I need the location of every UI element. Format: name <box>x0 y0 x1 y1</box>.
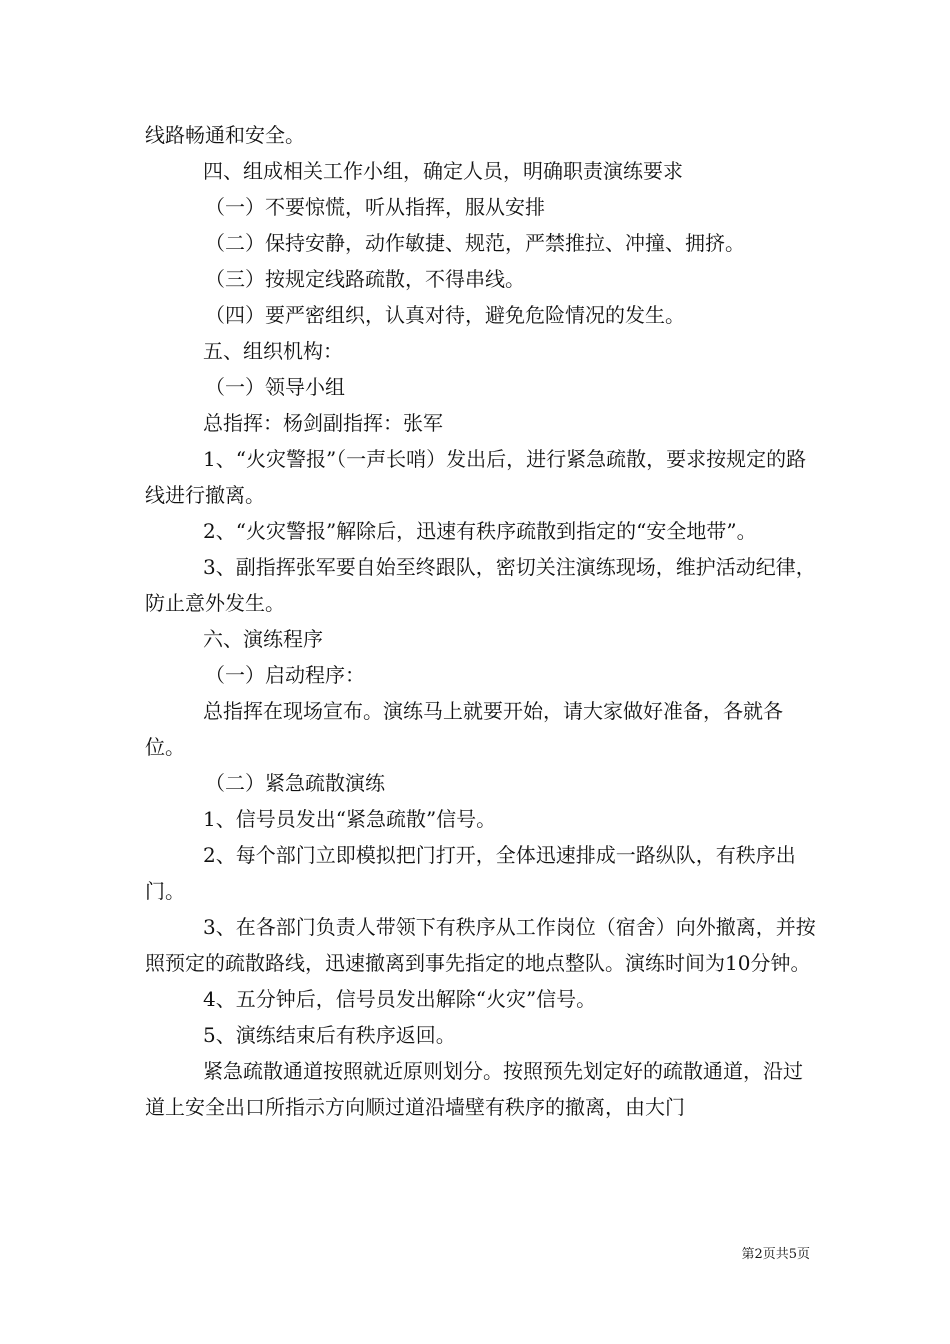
section-heading-5: 五、组织机构： <box>203 339 343 363</box>
evacuation-step-1: 1、信号员发出“紧急疏散”信号。 <box>203 807 497 831</box>
document-body <box>145 117 817 1125</box>
evacuation-step-2: 2、每个部门立即模拟把门打开，全体迅速排成一路纵队，有秩序出门。 <box>145 843 796 903</box>
duty-item-2: 2、“火灾警报”解除后，迅速有秩序疏散到指定的“安全地带”。 <box>203 519 757 543</box>
requirement-item-3: （三）按规定线路疏散，不得串线。 <box>205 267 525 291</box>
duty-item-3: 3、副指挥张军要自始至终跟队，密切关注演练现场，维护活动纪律，防止意外发生。 <box>145 555 816 615</box>
duty-item-1: 1、“火灾警报”（一声长哨）发出后，进行紧急疏散，要求按规定的路线进行撤离。 <box>145 447 807 507</box>
page-number-footer: 第2页共5页 <box>741 1247 810 1262</box>
evacuation-routes-paragraph: 紧急疏散通道按照就近原则划分。按照预先划定好的疏散通道，沿过道上安全出口所指示方向顺过道沿墙壁有秩序的撤离，由大门 <box>145 1059 803 1119</box>
commander-line: 总指挥：杨剑副指挥：张军 <box>203 411 443 435</box>
subsection-startup: （一）启动程序： <box>205 663 365 687</box>
section-heading-6: 六、演练程序 <box>203 627 323 651</box>
evacuation-step-3: 3、在各部门负责人带领下有秩序从工作岗位（宿舍）向外撤离，并按照预定的疏散路线，迅速撤离到事先指定的地点整队。演练时间为10分钟。 <box>145 915 816 975</box>
requirement-item-2: （二）保持安静，动作敏捷、规范，严禁推拉、冲撞、拥挤。 <box>205 231 745 255</box>
requirement-item-1: （一）不要惊慌，听从指挥，服从安排 <box>205 195 545 219</box>
requirement-item-4: （四）要严密组织，认真对待，避免危险情况的发生。 <box>205 303 685 327</box>
paragraph-continuation: 线路畅通和安全。 <box>145 123 305 147</box>
evacuation-step-5: 5、演练结束后有秩序返回。 <box>203 1023 456 1047</box>
startup-paragraph: 总指挥在现场宣布。演练马上就要开始，请大家做好准备，各就各位。 <box>145 699 783 759</box>
subsection-evacuation: （二）紧急疏散演练 <box>205 771 385 795</box>
evacuation-step-4: 4、五分钟后，信号员发出解除“火灾”信号。 <box>203 987 597 1011</box>
subsection-leadership: （一）领导小组 <box>205 375 345 399</box>
section-heading-4: 四、组成相关工作小组，确定人员，明确职责演练要求 <box>203 159 683 183</box>
